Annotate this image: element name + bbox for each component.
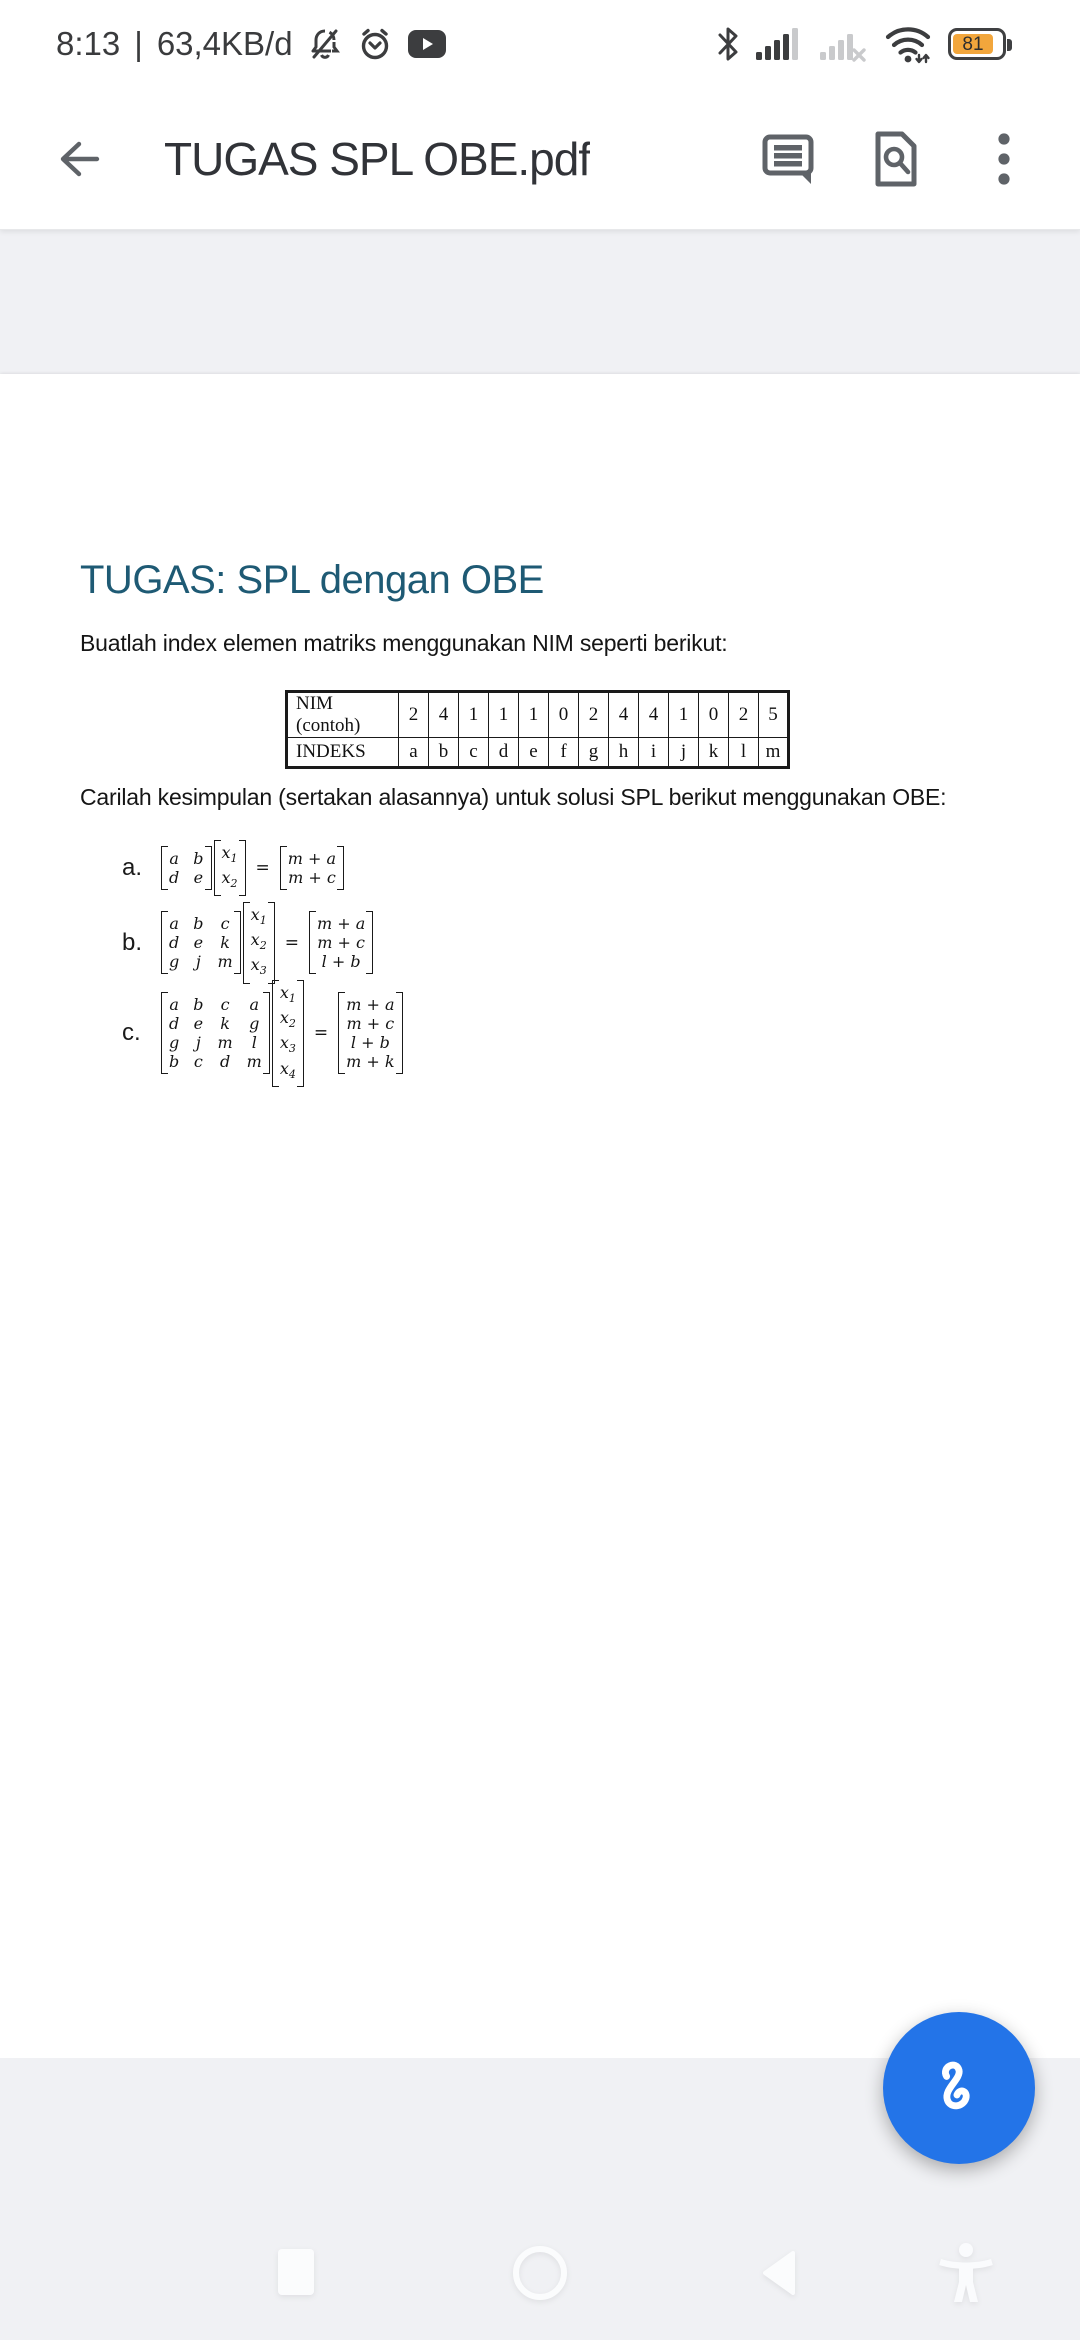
status-bar-left [56, 25, 447, 63]
comments-button[interactable] [760, 131, 816, 187]
matrix-cell: b [193, 849, 204, 869]
table-cell: c [459, 738, 489, 768]
table-cell: 2 [579, 692, 609, 738]
app-bar [0, 88, 1080, 230]
table-cell: f [549, 738, 579, 768]
matrix-cell: $x_1$ [279, 983, 296, 1006]
equation-label: a. [122, 854, 143, 882]
table-cell: 0 [549, 692, 579, 738]
coefficient-matrix [161, 846, 212, 890]
variable-vector [214, 840, 246, 896]
equation-label: c. [122, 1019, 141, 1047]
matrix-cell: d [169, 1014, 180, 1034]
matrix-cell: $x_2$ [279, 1008, 296, 1031]
youtube-icon [407, 29, 447, 59]
equals-sign: = [313, 1023, 329, 1044]
matrix-cell: m + k [346, 1052, 395, 1072]
matrix-cell: a [169, 995, 179, 1015]
table-cell: l [729, 738, 759, 768]
matrix-cell: c [220, 995, 230, 1015]
matrix-cell: b [193, 914, 204, 934]
matrix-cell: m + c [317, 933, 365, 953]
bluetooth-icon [716, 25, 740, 63]
matrix-cell: g [169, 952, 180, 972]
equals-sign: = [255, 858, 270, 879]
table-row-label: INDEKS [287, 738, 399, 768]
matrix-cell: e [193, 868, 204, 888]
matrix-cell: c [193, 1052, 203, 1072]
equals-sign: = [284, 932, 299, 953]
matrix-cell: m + a [316, 914, 366, 934]
table-cell: d [489, 738, 519, 768]
wifi-icon [884, 24, 932, 64]
table-cell: g [579, 738, 609, 768]
matrix-cell: $x_1$ [221, 843, 238, 866]
matrix-cell: a [169, 914, 179, 934]
clock: 8:13 [56, 25, 121, 62]
battery-percent: 81 [962, 33, 984, 55]
variable-vector [243, 902, 275, 984]
status-bar-right [716, 24, 1006, 64]
table-cell: k [699, 738, 729, 768]
table-cell: i [639, 738, 669, 768]
table-cell: h [609, 738, 639, 768]
matrix-cell: m [246, 1052, 262, 1072]
matrix-cell: k [220, 1014, 230, 1034]
rhs-vector [309, 911, 373, 974]
table-cell: 2 [729, 692, 759, 738]
status-separator: | [134, 25, 143, 62]
coefficient-matrix [161, 911, 241, 974]
matrix-cell: g [169, 1033, 180, 1053]
matrix-cell: j [195, 952, 201, 972]
table-cell: 1 [519, 692, 549, 738]
network-speed: 63,4KB/d [156, 25, 293, 62]
matrix-cell: a [169, 849, 179, 869]
matrix-cell: m [217, 952, 233, 972]
table-cell: j [669, 738, 699, 768]
equation-a [122, 840, 345, 896]
table-row-label: NIM (contoh) [287, 692, 399, 738]
matrix-cell: k [220, 933, 230, 953]
variable-vector [272, 980, 304, 1087]
alarm-icon [357, 26, 393, 62]
nav-home-button[interactable] [511, 2244, 569, 2302]
scribble-icon [926, 2053, 992, 2124]
paragraph-spl-instruction: Carilah kesimpulan (sertakan alasannya) untuk solusi SPL berikut menggunakan OBE: [80, 784, 947, 810]
battery-fill [953, 34, 993, 54]
notifications-muted-icon [307, 26, 343, 62]
matrix-cell: c [220, 914, 230, 934]
matrix-cell: b [193, 995, 204, 1015]
table-cell: 4 [429, 692, 459, 738]
matrix-cell: b [169, 1052, 180, 1072]
matrix-cell: $x_2$ [221, 868, 238, 891]
viewer-background-top [0, 230, 1080, 374]
matrix-cell: j [195, 1033, 201, 1053]
paragraph-nim-instruction: Buatlah index elemen matriks menggunakan NIM seperti berikut: [80, 630, 728, 656]
document-title: TUGAS SPL OBE.pdf [164, 132, 591, 185]
cell-signal-sim1-icon [756, 26, 804, 62]
matrix-cell: m [217, 1033, 233, 1053]
matrix-cell: $x_4$ [279, 1058, 296, 1081]
pdf-page[interactable] [0, 374, 1080, 2058]
matrix-cell: m + a [287, 849, 337, 869]
coefficient-matrix [161, 992, 270, 1074]
matrix-cell: e [193, 1014, 204, 1034]
matrix-cell: $x_2$ [250, 930, 267, 953]
equation-label: b. [122, 928, 143, 956]
table-cell: 1 [489, 692, 519, 738]
matrix-cell: $x_1$ [250, 905, 267, 928]
table-cell: b [429, 738, 459, 768]
table-cell: 0 [699, 692, 729, 738]
equation-c [122, 980, 404, 1087]
matrix-cell: l + b [350, 1033, 390, 1053]
overflow-menu-button[interactable] [976, 131, 1032, 187]
equations-block [0, 374, 1080, 2058]
table-cell: 2 [399, 692, 429, 738]
nav-recents-button[interactable] [277, 2248, 315, 2296]
matrix-cell: m + a [346, 995, 395, 1015]
battery-icon [948, 28, 1006, 60]
matrix-cell: d [219, 1052, 231, 1072]
matrix-cell: l [251, 1033, 257, 1053]
matrix-cell: a [249, 995, 260, 1015]
table-cell: 4 [639, 692, 669, 738]
document-heading: TUGAS: SPL dengan OBE [80, 558, 544, 602]
equation-b [122, 902, 374, 984]
nav-back-button[interactable] [762, 2250, 796, 2296]
battery-cap [1007, 39, 1012, 51]
matrix-cell: d [169, 933, 180, 953]
accessibility-shortcut-button[interactable] [938, 2242, 994, 2304]
matrix-cell: g [249, 1014, 260, 1034]
matrix-cell: $x_3$ [279, 1033, 296, 1056]
table-cell: 1 [459, 692, 489, 738]
table-cell: m [759, 738, 789, 768]
table-cell: a [399, 738, 429, 768]
matrix-cell: l + b [321, 952, 361, 972]
annotate-fab[interactable] [883, 2012, 1035, 2164]
table-cell: 5 [759, 692, 789, 738]
matrix-cell: m + c [288, 868, 336, 888]
matrix-cell: m + c [346, 1014, 395, 1034]
find-in-document-button[interactable] [868, 131, 924, 187]
matrix-cell: $x_3$ [250, 955, 267, 978]
matrix-cell: e [193, 933, 204, 953]
rhs-vector [338, 992, 402, 1074]
table-cell: 1 [669, 692, 699, 738]
back-button[interactable] [50, 131, 106, 187]
rhs-vector [280, 846, 344, 890]
status-bar [0, 0, 1080, 88]
app-bar-actions [760, 131, 1080, 187]
cell-signal-sim2-off-icon [820, 26, 868, 62]
table-cell: e [519, 738, 549, 768]
table-cell: 4 [609, 692, 639, 738]
matrix-cell: d [169, 868, 180, 888]
